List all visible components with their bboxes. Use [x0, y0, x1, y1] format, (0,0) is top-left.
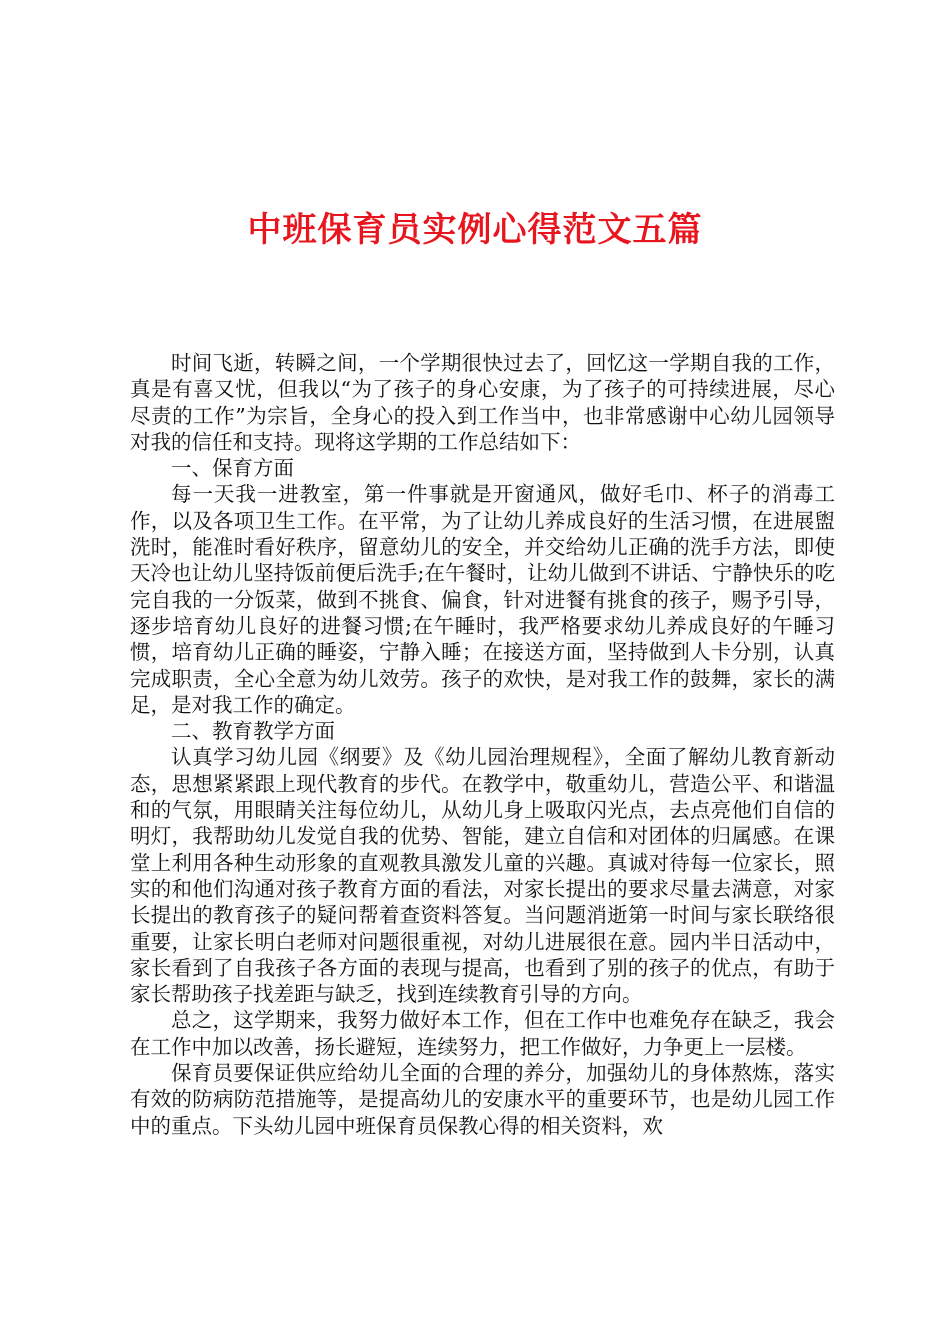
paragraph-intro: 时间飞逝，转瞬之间，一个学期很快过去了，回忆这一学期自我的工作，真是有喜又忧，但我以“为了孩子的身心安康，为了孩子的可持续进展，尽心尽责的工作”为宗旨，全身心的投入到工作当中，也非常感谢中心幼儿园领导对我的信任和支持。现将这学期的工作总结如下：: [130, 351, 835, 454]
document-body: [130, 350, 835, 1139]
paragraph-closing: 保育员要保证供应给幼儿全面的合理的养分，加强幼儿的身体熬炼，落实有效的防病防范措施等，是提高幼儿的安康水平的重要环节，也是幼儿园工作中的重点。下头幼儿园中班保育员保教心得的相关资料，欢: [130, 1061, 835, 1138]
section-heading-care: 一、保育方面: [171, 456, 294, 481]
paragraph-summary: 总之，这学期来，我努力做好本工作，但在工作中也难免存在缺乏，我会在工作中加以改善，扬长避短，连续努力，把工作做好，力争更上一层楼。: [130, 1008, 835, 1059]
document-title: 中班保育员实例心得范文五篇: [247, 210, 703, 250]
paragraph-care: 每一天我一进教室，第一件事就是开窗通风，做好毛巾、杯子的消毒工作，以及各项卫生工作。在平常，为了让幼儿养成良好的生活习惯，在进展盥洗时，能准时看好秩序，留意幼儿的安全，并交给幼儿正确的洗手方法，即使天冷也让幼儿坚持饭前便后洗手;在午餐时，让幼儿做到不讲话、宁静快乐的吃完自我的一分饭菜，做到不挑食、偏食，针对进餐有挑食的孩子，赐予引导，逐步培育幼儿良好的进餐习惯;在午睡时，我严格要求幼儿养成良好的午睡习惯，培育幼儿正确的睡姿，宁静入睡；在接送方面，坚持做到人卡分别，认真完成职责，全心全意为幼儿效劳。孩子的欢快，是对我工作的鼓舞，家长的满足，是对我工作的确定。: [130, 482, 835, 717]
paragraph-teaching: 认真学习幼儿园《纲要》及《幼儿园治理规程》，全面了解幼儿教育新动态，思想紧紧跟上现代教育的步代。在教学中，敬重幼儿，营造公平、和谐温和的气氛，用眼睛关注每位幼儿，从幼儿身上吸取闪光点，去点亮他们自信的明灯，我帮助幼儿发觉自我的优势、智能，建立自信和对团体的归属感。在课堂上利用各种生动形象的直观教具激发儿童的兴趣。真诚对待每一位家长，照实的和他们沟通对孩子教育方面的看法，对家长提出的要求尽量去满意，对家长提出的教育孩子的疑问帮着查资料答复。当问题消逝第一时间与家长联络很重要，让家长明白老师对问题很重视，对幼儿进展很在意。园内半日活动中，家长看到了自我孩子各方面的表现与提高，也看到了别的孩子的优点，有助于家长帮助孩子找差距与缺乏，找到连续教育引导的方向。: [130, 745, 835, 1007]
section-heading-teaching: 二、教育教学方面: [171, 719, 335, 744]
